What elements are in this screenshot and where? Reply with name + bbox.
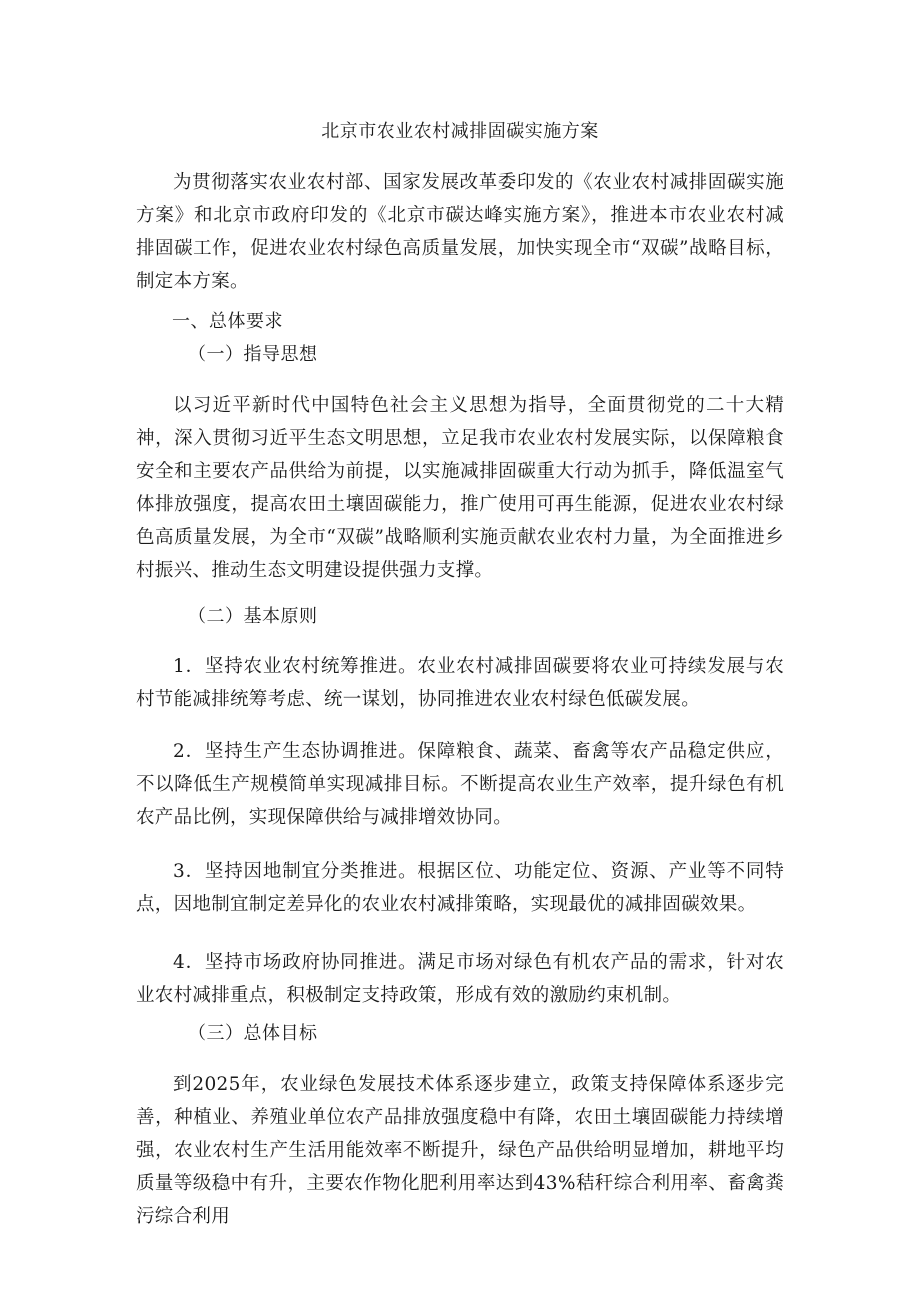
subsection-heading-overall-goals: （三）总体目标 bbox=[188, 1023, 318, 1044]
subsection-heading-guiding-ideology: （一）指导思想 bbox=[188, 344, 318, 365]
document-title: 北京市农业农村减排固碳实施方案 bbox=[321, 121, 599, 142]
principle-paragraph-1: 1．坚持农业农村统筹推进。农业农村减排固碳要将农业可持续发展与农村节能减排统筹考虑、统一谋划，协同推进农业农村绿色低碳发展。 bbox=[136, 656, 784, 710]
principle-paragraph-3: 3．坚持因地制宜分类推进。根据区位、功能定位、资源、产业等不同特点，因地制宜制定差异化的农业农村减排策略，实现最优的减排固碳效果。 bbox=[136, 861, 784, 915]
intro-paragraph: 为贯彻落实农业农村部、国家发展改革委印发的《农业农村减排固碳实施方案》和北京市政府印发的《北京市碳达峰实施方案》，推进本市农业农村减排固碳工作，促进农业农村绿色高质量发展，加快实现全市“双碳”战略目标，制定本方案。 bbox=[136, 172, 784, 292]
overall-goals-paragraph: 到2025年，农业绿色发展技术体系逐步建立，政策支持保障体系逐步完善，种植业、养殖业单位农产品排放强度稳中有降，农田土壤固碳能力持续增强，农业农村生产生活用能效率不断提升，绿色产品供给明显增加，耕地平均质量等级稳中有升，主要农作物化肥利用率达到43%秸秆综合利用率、畜禽粪污综合利用 bbox=[136, 1074, 784, 1227]
guiding-ideology-paragraph: 以习近平新时代中国特色社会主义思想为指导，全面贯彻党的二十大精神，深入贯彻习近平生态文明思想，立足我市农业农村发展实际，以保障粮食安全和主要农产品供给为前提，以实施减排固碳重大行动为抓手，降低温室气体排放强度，提高农田土壤固碳能力，推广使用可再生能源，促进农业农村绿色高质量发展，为全市“双碳”战略顺利实施贡献农业农村力量，为全面推进乡村振兴、推动生态文明建设提供强力支撑。 bbox=[136, 395, 784, 581]
principle-paragraph-2: 2．坚持生产生态协调推进。保障粮食、蔬菜、畜禽等农产品稳定供应，不以降低生产规模简单实现减排目标。不断提高农业生产效率，提升绿色有机农产品比例，实现保障供给与减排增效协同。 bbox=[136, 741, 784, 828]
subsection-heading-basic-principles: （二）基本原则 bbox=[188, 606, 318, 627]
section-heading-general-requirements: 一、总体要求 bbox=[172, 311, 283, 332]
principle-paragraph-4: 4．坚持市场政府协同推进。满足市场对绿色有机农产品的需求，针对农业农村减排重点，积极制定支持政策，形成有效的激励约束机制。 bbox=[136, 952, 784, 1006]
